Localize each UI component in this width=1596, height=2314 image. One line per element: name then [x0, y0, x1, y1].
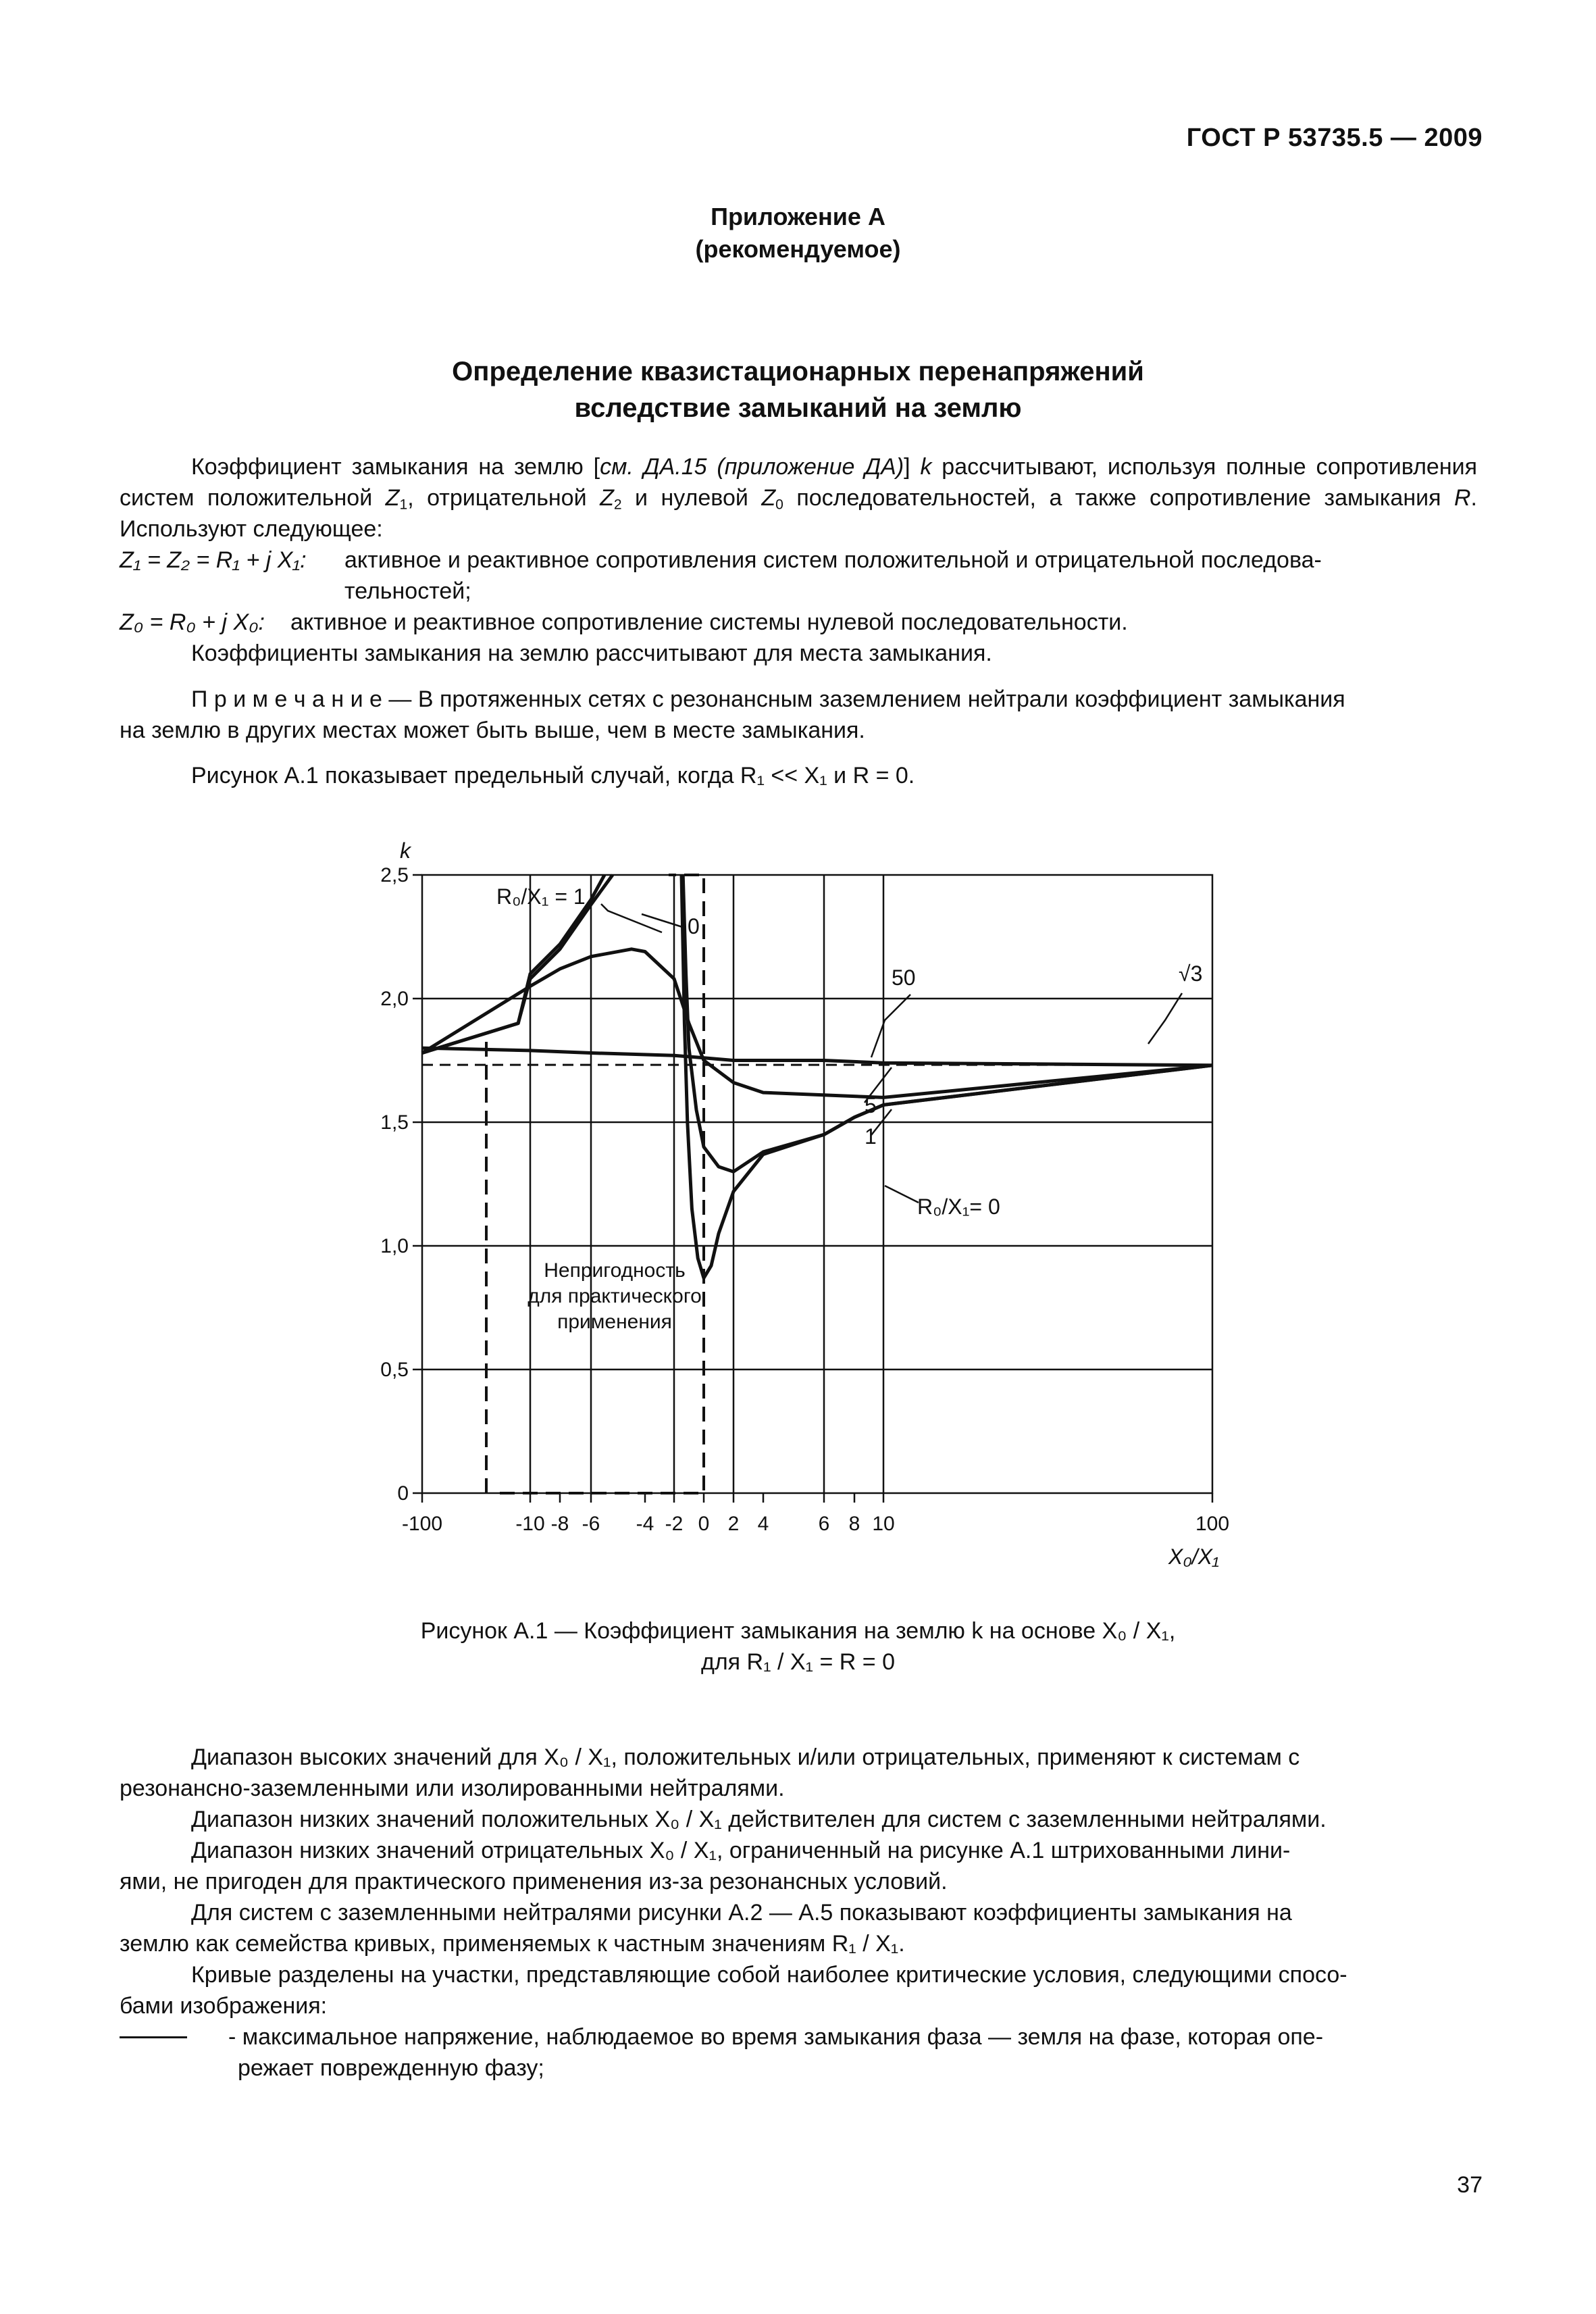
page-number: 37 [1457, 2172, 1483, 2198]
x-axis-label: X₀/X₁ [1168, 1544, 1219, 1569]
chart-curves [422, 875, 1212, 1278]
standard-header: ГОСТ Р 53735.5 — 2009 [1186, 124, 1483, 152]
x-tick-label: -10 [515, 1513, 545, 1535]
curve-label: 50 [892, 965, 916, 990]
body-p3: Диапазон низких значений отрицательных X₀ / X₁, ограниченный на рисунке А.1 штрихованными лини- [191, 1838, 1291, 1863]
chart-ticks [380, 838, 1229, 1569]
y-axis-label: k [400, 838, 411, 863]
curve-1 [683, 875, 1212, 1172]
definition-z0-formula: Z₀ = R₀ + j X₀: [120, 609, 265, 635]
x-tick-label: 4 [757, 1513, 769, 1535]
curve-label-leader [871, 995, 910, 1057]
intro-p3: Рисунок А.1 показывает предельный случай, когда R₁ << X₁ и R = 0. [191, 763, 915, 788]
appendix-label: Приложение А [711, 203, 885, 230]
region-label-line: применения [557, 1311, 672, 1333]
curve-label: 1 [865, 1124, 877, 1149]
curve-label-leader [1148, 993, 1182, 1044]
curve-label-leader [885, 1186, 919, 1203]
x-tick-label: 2 [727, 1513, 740, 1535]
y-tick-label: 0 [397, 1482, 409, 1505]
definition-z1-text: активное и реактивное сопротивления систем положительной и отрицательной последова- [344, 547, 1322, 573]
body-p5b: бами изображения: [120, 1993, 328, 2019]
intro-p2: Коэффициенты замыкания на землю рассчитывают для места замыкания. [191, 640, 992, 666]
curve-label: 5 [865, 1093, 877, 1117]
bullet-dash-line [120, 2036, 187, 2038]
appendix-status: (рекомендуемое) [695, 235, 901, 263]
curve-label: 0 [688, 914, 700, 938]
bullet-text: - максимальное напряжение, наблюдаемое во время замыкания фаза — земля на фазе, которая опе- [228, 2024, 1324, 2050]
chart-labels [496, 884, 1202, 1219]
x-tick-label: -4 [636, 1513, 654, 1535]
x-tick-label: -6 [582, 1513, 600, 1535]
body-p3b: ями, не пригоден для практического применения из-за резонансных условий. [120, 1869, 948, 1894]
x-tick-label: -2 [665, 1513, 684, 1535]
bullet-text-cont: режает поврежденную фазу; [238, 2055, 544, 2081]
y-tick-label: 2,0 [380, 988, 409, 1010]
ground-fault-factor-chart [351, 824, 1297, 1594]
curve-5-left-branch- [422, 949, 1212, 1098]
definition-z0-text: активное и реактивное сопротивление системы нулевой последовательности. [290, 609, 1128, 635]
y-tick-label: 1,0 [380, 1235, 409, 1257]
x-tick-label: 0 [698, 1513, 710, 1535]
body-p4: Для систем с заземленными нейтралями рисунки А.2 — А.5 показывают коэффициенты замыкания на [191, 1900, 1292, 1926]
body-p4b: землю как семейства кривых, применяемых к частным значениям R₁ / X₁. [120, 1931, 905, 1957]
x-tick-label: 100 [1195, 1513, 1230, 1535]
title-line-1: Определение квазистационарных перенапряжений [452, 357, 1144, 386]
note-line-1: П р и м е ч а н и е — В протяженных сетях с резонансным заземлением нейтрали коэффициент замыкания [191, 686, 1345, 712]
impractical-region [486, 875, 704, 1493]
curve-label: √3 [1179, 961, 1203, 986]
y-tick-label: 1,5 [380, 1111, 409, 1134]
curve-label-leader [642, 914, 682, 927]
curve-50 [422, 1048, 1212, 1065]
note-line-2: на землю в других местах может быть выше, чем в месте замыкания. [120, 718, 865, 743]
y-tick-label: 2,5 [380, 864, 409, 886]
title-line-2: вследствие замыканий на землю [574, 393, 1022, 423]
intro-paragraph: Коэффициент замыкания на землю [см. ДА.15 (приложение ДА)] k рассчитывают, используя полные сопротивления систем положительной $Z_1$, отрицательной $Z_2$ и нулевой $Z_0$ последовательностей, а также сопротивление замыкания R. Используют следующее: [120, 454, 1477, 542]
x-tick-label: -8 [550, 1513, 569, 1535]
body-p5: Кривые разделены на участки, представляющие собой наиболее критические условия, следующими спосо- [191, 1962, 1347, 1988]
body-p2: Диапазон низких значений положительных X₀ / X₁ действителен для систем с заземленными нейтралями. [191, 1807, 1327, 1832]
x-tick-label: 10 [872, 1513, 895, 1535]
curve-label: R₀/X₁= 0 [917, 1194, 1000, 1219]
definition-z1-text-cont: тельностей; [344, 578, 471, 604]
body-p1b: резонансно-заземленными или изолированными нейтралями. [120, 1776, 785, 1801]
region-label-line: для практического [527, 1285, 702, 1307]
x-tick-label: 6 [818, 1513, 830, 1535]
y-tick-label: 0,5 [380, 1359, 409, 1381]
definition-z1-formula: Z₁ = Z₂ = R₁ + j X₁: [120, 547, 307, 573]
body-p1: Диапазон высоких значений для X₀ / X₁, положительных и/или отрицательных, применяют к системам с [191, 1744, 1300, 1770]
x-tick-label: -100 [401, 1513, 443, 1535]
figure-caption-line-2: для R₁ / X₁ = R = 0 [700, 1649, 895, 1675]
region-label-line: Непригодность [544, 1259, 686, 1282]
curve-label: R₀/X₁ = 1 [496, 884, 586, 909]
figure-caption-line-1: Рисунок А.1 — Коэффициент замыкания на землю k на основе X₀ / X₁, [420, 1618, 1176, 1644]
x-tick-label: 8 [848, 1513, 860, 1535]
